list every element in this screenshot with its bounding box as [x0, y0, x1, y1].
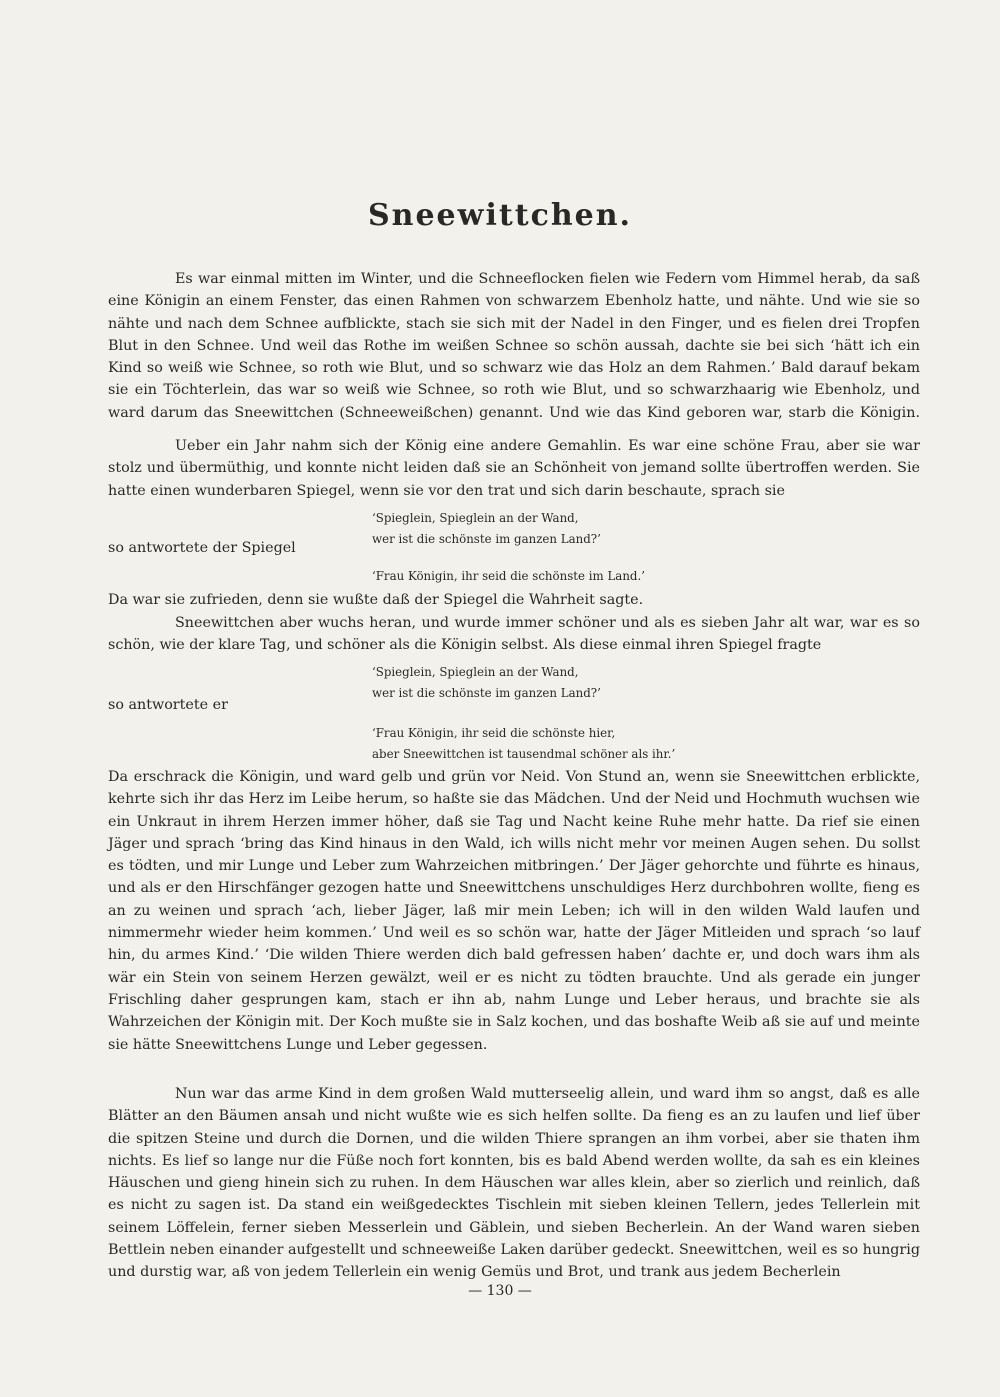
reply-lead-line: so antwortete der Spiegel: [108, 540, 296, 556]
mirror-answer-verse: ‘Frau Königin, ihr seid die schönste im Land.’: [372, 569, 645, 583]
paragraph-4: Sneewittchen aber wuchs heran, und wurde immer schöner und als es sieben Jahr alt war, war es so schön, wie der klare Tag, und schöner als die Königin selbst. Als diese einmal ihren Spiegel fragte: [108, 615, 920, 654]
mirror-answer-verse-2: ‘Frau Königin, ihr seid die schönste hier, aber Sneewittchen ist tausendmal schöner als ihr.’: [372, 726, 676, 761]
chapter-title: Sneewittchen.: [367, 198, 632, 233]
mirror-question-verse-2: ‘Spieglein, Spieglein an der Wand, wer ist die schönste im ganzen Land?’: [372, 665, 601, 700]
reply-lead-line-2: so antwortete er: [108, 697, 228, 713]
mirror-question-verse: ‘Spieglein, Spieglein an der Wand, wer ist die schönste im ganzen Land?’: [372, 511, 601, 546]
paragraph-6: Nun war das arme Kind in dem großen Wald mutterseelig allein, und ward ihm so angst, daß es alle Blätter an den Bäumen ansah und nicht wußte wie es sich helfen sollte. Da fieng es an zu laufen und lief über die spitzen Steine und durch die Dornen, und die wilden Thiere sprangen an ihm vorbei, aber sie thaten ihm nichts. Es lief so lange nur die Füße noch fort konnten, bis es bald Abend werden wollte, da sah es ein kleines Häuschen und gieng hinein sich zu ruhen. In dem Häuschen war alles klein, aber so zierlich und reinlich, daß es nicht zu sagen ist. Da stand ein weißgedecktes Tischlein mit sieben kleinen Tellern, jedes Tellerlein mit seinem Löffelein, ferner sieben Messerlein und Gäblein, und sieben Becherlein. An der Wand waren sieben Bettlein neben einander aufgestellt und schneeweiße Laken darüber gedeckt. Sneewittchen, weil es so hungrig und durstig war, aß von jedem Tellerlein ein wenig Gemüs und Brot, und trank aus jedem Becherlein: [108, 1086, 920, 1281]
paragraph-5: Da erschrack die Königin, und ward gelb und grün vor Neid. Von Stund an, wenn sie Sneewittchen erblickte, kehrte sich ihr das Herz im Leibe herum, so haßte sie das Mädchen. Und der Neid und Hochmuth wuchsen wie ein Unkraut in ihrem Herzen immer höher, daß sie Tag und Nacht keine Ruhe mehr hatte. Da rief sie einen Jäger und sprach ‘bring das Kind hinaus in den Wald, ich wills nicht mehr vor meinen Augen sehen. Du sollst es tödten, und mir Lunge und Leber zum Wahrzeichen mitbringen.’ Der Jäger gehorchte und führte es hinaus, und als er den Hirschfänger gezogen hatte und Sneewittchens unschuldiges Herz durchbohren wollte, fieng es an zu weinen und sprach ‘ach, lieber Jäger, laß mir mein Leben; ich will in den wilden Wald laufen und nimmermehr wieder heim kommen.’ Und weil es so schön war, hatte der Jäger Mitleiden und sprach ‘so lauf hin, du armes Kind.’ ‘Die wilden Thiere werden dich bald gefressen haben’ dachte er, und doch wars ihm als wär ein Stein von seinem Herzen gewälzt, weil er es nicht zu tödten brauchte. Und als gerade ein junger Frischling daher gesprungen kam, stach er ihn ab, nahm Lunge und Leber heraus, und brachte sie als Wahrzeichen der Königin mit. Der Koch mußte sie in Salz kochen, und das boshafte Weib aß sie auf und meinte sie hätte Sneewittchens Lunge und Leber gegessen.: [108, 769, 920, 1053]
page-number: — 130 —: [468, 1283, 532, 1299]
paragraph-2: Ueber ein Jahr nahm sich der König eine andere Gemahlin. Es war eine schöne Frau, aber sie war stolz und übermüthig, und konnte nicht leiden daß sie an Schönheit von jemand sollte übertroffen werden. Sie hatte einen wunderbaren Spiegel, wenn sie vor den trat und sich darin beschaute, sprach sie: [108, 438, 920, 499]
paragraph-3: Da war sie zufrieden, denn sie wußte daß der Spiegel die Wahrheit sagte.: [108, 592, 644, 608]
paragraph-1: Es war einmal mitten im Winter, und die Schneeflocken fielen wie Federn vom Himmel herab, da saß eine Königin an einem Fenster, das einen Rahmen von schwarzem Ebenholz hatte, und nähte. Und wie sie so nähte und nach dem Schnee aufblickte, stach sie sich mit der Nadel in den Finger, und es fielen drei Tropfen Blut in den Schnee. Und weil das Rothe im weißen Schnee so schön aussah, dachte sie bei sich ‘hätt ich ein Kind so weiß wie Schnee, so roth wie Blut, und so schwarz wie das Holz an dem Rahmen.’ Bald darauf bekam sie ein Töchterlein, das war so weiß wie Schnee, so roth wie Blut, und so schwarzhaarig wie Ebenholz, und ward darum das Sneewittchen (Schneeweißchen) genannt. Und wie das Kind geboren war, starb die Königin.: [108, 271, 920, 421]
